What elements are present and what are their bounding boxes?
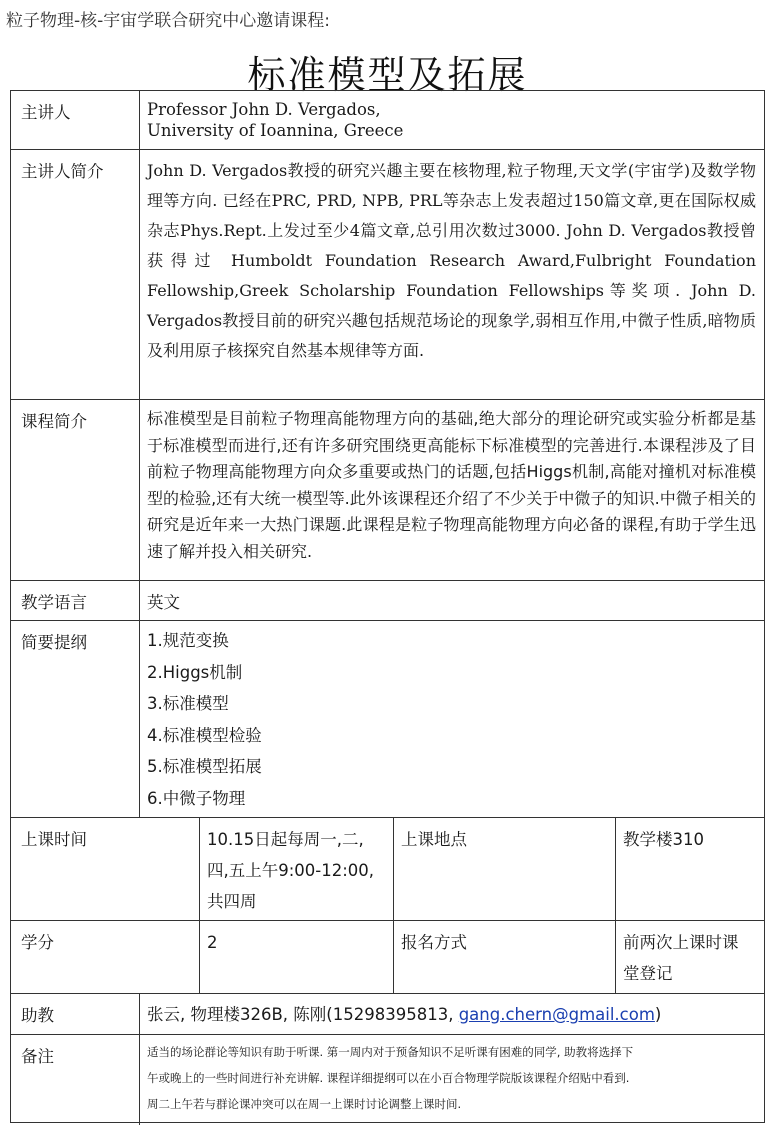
ta-value <box>147 999 756 1030</box>
row-lecturer <box>11 91 764 149</box>
row-credits <box>11 920 764 994</box>
credits-label: 学分 <box>21 933 54 952</box>
row-language <box>11 580 764 621</box>
language-value: 英文 <box>147 593 180 612</box>
outline-item: 4.标准模型检验 <box>147 725 262 745</box>
lecturer-value <box>147 99 756 141</box>
time-line: 共四周 <box>207 892 257 911</box>
row-bio <box>11 149 764 400</box>
time-line: 10.15日起每周一,二, <box>207 830 364 849</box>
place-label: 上课地点 <box>401 830 467 849</box>
lecturer-label: 主讲人 <box>21 103 71 122</box>
outline-label: 简要提纲 <box>21 633 87 652</box>
ta-email-link[interactable]: gang.chern@gmail.com <box>458 1005 655 1024</box>
lecturer-affiliation: University of Ioannina, Greece <box>147 121 404 140</box>
bio-label: 主讲人简介 <box>21 162 104 181</box>
ta-text: 张云, 物理楼326B, 陈刚(15298395813, <box>147 1005 459 1024</box>
notes-line: 周二上午若与群论课冲突可以在周一上课时讨论调整上课时间. <box>147 1097 462 1111</box>
course-intro-label: 课程简介 <box>21 412 87 431</box>
outline-item: 6.中微子物理 <box>147 788 246 808</box>
course-table <box>10 90 765 1123</box>
signup-line: 堂登记 <box>623 964 673 983</box>
ta-label: 助教 <box>21 1006 54 1025</box>
lecturer-name: Professor John D. Vergados, <box>147 100 381 119</box>
page-title: 标准模型及拓展 <box>247 53 528 97</box>
header-line: 粒子物理-核-宇宙学联合研究中心邀请课程: <box>6 11 330 31</box>
outline-item: 5.标准模型拓展 <box>147 757 262 776</box>
notes-line: 午或晚上的一些时间进行补充讲解. 课程详细提纲可以在小百合物理学院版该课程介绍贴中看到. <box>147 1071 630 1085</box>
row-ta <box>11 993 764 1035</box>
row-schedule <box>11 817 764 921</box>
notes-text <box>147 1039 756 1117</box>
time-line: 四,五上午9:00-12:00, <box>207 861 375 880</box>
signup-label: 报名方式 <box>401 933 467 952</box>
row-course-intro <box>11 399 764 581</box>
outline-item: 2.Higgs机制 <box>147 662 243 682</box>
time-value <box>207 824 391 917</box>
time-label: 上课时间 <box>21 830 87 849</box>
notes-line: 适当的场论群论等知识有助于听课. 第一周内对于预备知识不足听课有困难的同学, 助教将选择下 <box>147 1045 634 1059</box>
place-value: 教学楼310 <box>623 830 704 849</box>
outline-item: 1.规范变换 <box>147 631 229 650</box>
notes-label: 备注 <box>21 1047 54 1066</box>
bio-text: John D. Vergados教授的研究兴趣主要在核物理,粒子物理,天文学(宇宙学)及数学物理等方向. 已经在PRC, PRD, NPB, PRL等杂志上发表超过150篇文章,更在国际权威杂志Phys.Rept.上发过至少4篇文章,总引用次数过3000. John D. Vergados教授曾获得过 Humboldt Foundation Research Award,Fulbright Foundation Fellowship,Greek Scholarship Foundation Fellowships等奖项. John D. Vergados教授目前的研究兴趣包括规范场论的现象学,弱相互作用,中微子性质,暗物质及利用原子核探究自然基本规律等方面. <box>147 161 756 360</box>
language-label: 教学语言 <box>21 593 87 612</box>
credits-value: 2 <box>207 933 218 952</box>
course-intro-text: 标准模型是目前粒子物理高能物理方向的基础,绝大部分的理论研究或实验分析都是基于标准模型而进行,还有许多研究围绕更高能标下标准模型的完善进行.本课程涉及了目前粒子物理高能物理方向众多重要或热门的话题,包括Higgs机制,高能对撞机对标准模型的检验,还有大统一模型等.此外该课程还介绍了不少关于中微子的知识.中微子相关的研究是近年来一大热门课题.此课程是粒子物理高能物理方向必备的课程,有助于学生迅速了解并投入相关研究. <box>147 409 756 561</box>
row-outline <box>11 620 764 818</box>
outline-item: 3.标准模型 <box>147 694 229 713</box>
ta-text-end: ) <box>654 1005 662 1024</box>
outline-list <box>147 625 756 814</box>
signup-line: 前两次上课时课 <box>623 933 739 952</box>
row-notes <box>11 1034 764 1125</box>
signup-value <box>623 927 739 989</box>
